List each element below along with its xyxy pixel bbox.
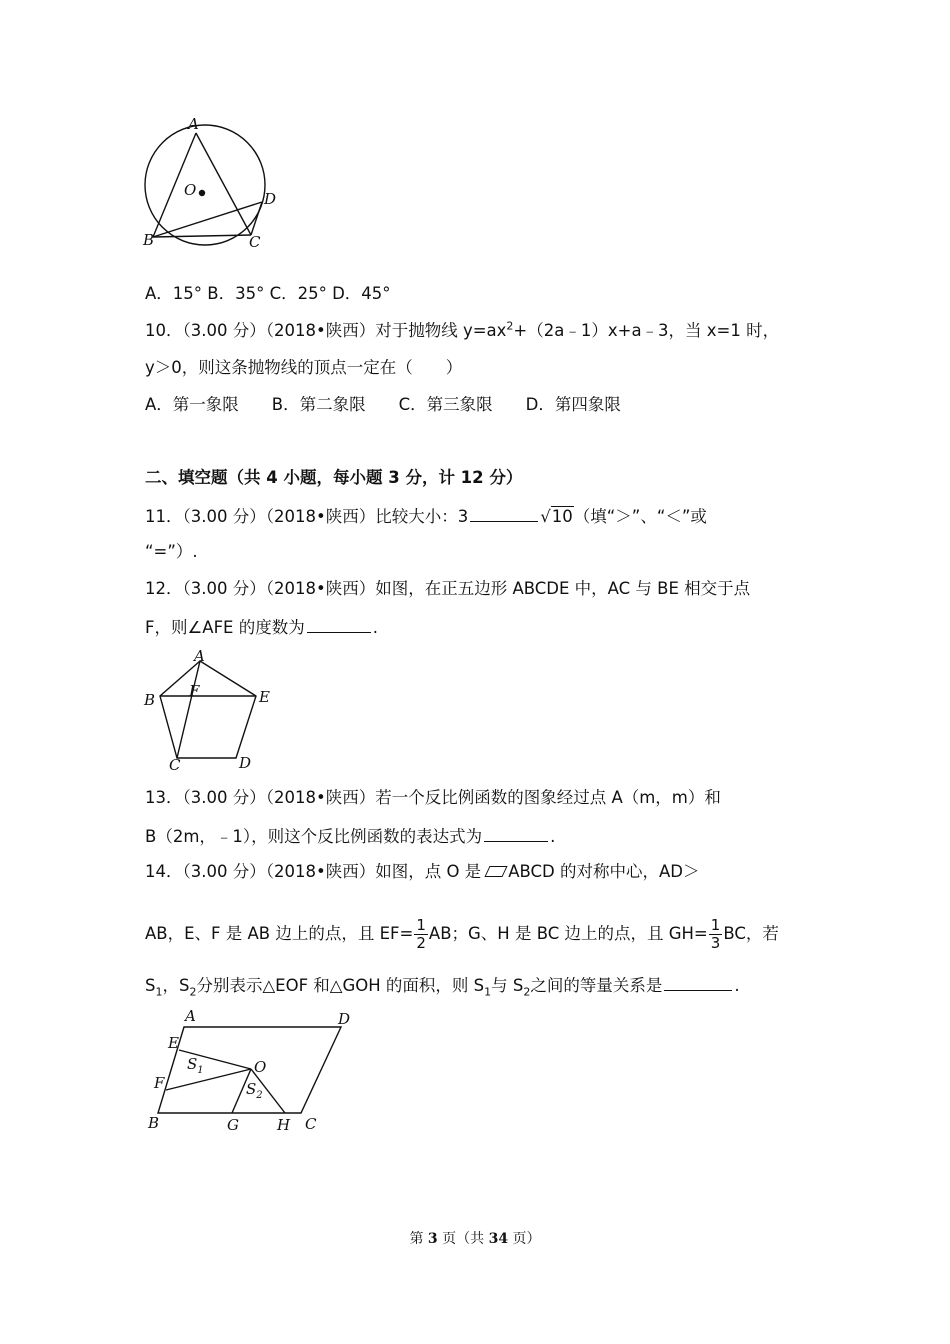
answer-blank [484, 824, 548, 842]
q14-line2 [145, 914, 779, 954]
fraction-numerator: 1 [710, 916, 721, 934]
figure-parallelogram [140, 1005, 370, 1140]
label-s1-subscript: 1 [197, 1065, 204, 1076]
subscript: 1 [155, 985, 163, 999]
q14-line3-a: S [145, 976, 156, 995]
label-a: A [188, 115, 199, 133]
label-d: D [264, 190, 277, 208]
q11-line2: “=”）. [145, 542, 198, 561]
segment-ac [196, 133, 251, 235]
pentagon-abcde [160, 661, 256, 758]
label-b: B [144, 691, 156, 709]
q10-prefix: 10．（3.00 分）（2018•陕西）对于抛物线 y=ax [145, 321, 507, 340]
segment-cd [251, 202, 262, 235]
q14-line3-f: . [734, 976, 740, 995]
q10-line1 [145, 320, 779, 342]
q12-line1: 12．（3.00 分）（2018•陕西）如图，在正五边形 ABCDE 中，AC 与 BE 相交于点 [145, 579, 751, 598]
segment-bd [153, 202, 262, 237]
footer-middle: 页（共 [437, 1231, 489, 1247]
label-f: F [154, 1074, 165, 1092]
subscript: 2 [523, 985, 531, 999]
q14-line2-a: AB，E、F 是 AB 边上的点，且 EF= [145, 924, 414, 943]
sqrt-expression: √10 [540, 507, 573, 526]
q11-suffix: （填“＞”、“＜”或 [573, 507, 707, 526]
q13-line2-suffix: . [550, 827, 556, 846]
label-b: B [148, 1114, 160, 1132]
q10-exponent: 2 [506, 319, 514, 333]
q14-line3 [145, 973, 740, 997]
q14-line3-e: 之间的等量关系是 [530, 976, 663, 995]
q13-line2-prefix: B（2m，﹣1），则这个反比例函数的表达式为 [145, 827, 483, 846]
section-title: 二、填空题（共 4 小题，每小题 3 分，计 12 分） [145, 468, 523, 487]
q10-choices: A．第一象限 B．第二象限 C．第三象限 D．第四象限 [145, 395, 621, 414]
subscript: 1 [484, 985, 492, 999]
q13-line2 [145, 824, 555, 848]
label-a: A [185, 1007, 196, 1025]
page-footer [0, 1228, 950, 1248]
label-e: E [259, 688, 270, 706]
q12-line2 [145, 615, 378, 639]
label-o: O [184, 181, 197, 199]
q14-line3-d: 与 S [491, 976, 524, 995]
label-f: F [189, 682, 200, 700]
q14-line2-c: BC，若 [723, 924, 779, 943]
q9-choices: A．15° B．35° C．25° D．45° [145, 284, 391, 303]
fraction-one-third [709, 917, 723, 952]
fraction-one-half [414, 917, 428, 952]
q14-line1-prefix: 14．（3.00 分）（2018•陕西）如图，点 O 是 [145, 862, 482, 881]
label-c: C [169, 756, 181, 774]
page-number: 3 [427, 1231, 438, 1247]
label-c: C [249, 233, 261, 251]
parallelogram-symbol [485, 866, 508, 877]
q11-prefix: 11．（3.00 分）（2018•陕西）比较大小：3 [145, 507, 469, 526]
q13-line1: 13．（3.00 分）（2018•陕西）若一个反比例函数的图象经过点 A（m，m）和 [145, 788, 721, 807]
label-o: O [254, 1058, 267, 1076]
label-d: D [239, 754, 252, 772]
diagonal-ac [177, 661, 200, 758]
q14-line3-c: 分别表示△EOF 和△GOH 的面积，则 S [196, 976, 485, 995]
label-b: B [143, 231, 155, 249]
label-s2: $S_2$ [246, 1080, 263, 1101]
fraction-numerator: 1 [416, 916, 426, 934]
q14-line1 [145, 861, 699, 883]
segment-fo [166, 1069, 251, 1090]
label-a: A [194, 647, 205, 665]
label-g: G [227, 1116, 239, 1134]
footer-prefix: 第 [409, 1231, 428, 1247]
center-point [199, 190, 205, 196]
figure-circle [130, 115, 290, 255]
q14-line3-b: ，S [162, 976, 190, 995]
label-s1: $S_1$ [187, 1055, 204, 1076]
page-total: 34 [488, 1231, 509, 1247]
label-d: D [338, 1010, 351, 1028]
q10-line2: y＞0，则这条抛物线的顶点一定在（ ） [145, 358, 463, 377]
label-e: E [168, 1034, 179, 1052]
figure-pentagon [140, 648, 280, 773]
label-c: C [305, 1115, 317, 1133]
fraction-denominator: 2 [416, 934, 426, 952]
label-h: H [277, 1116, 291, 1134]
answer-blank [470, 504, 538, 522]
q11-line1 [145, 504, 707, 528]
answer-blank [664, 973, 732, 991]
label-s2-subscript: 2 [256, 1090, 263, 1101]
q10-rest: +（2a﹣1）x+a﹣3，当 x=1 时， [513, 321, 780, 340]
q12-line2-suffix: . [372, 618, 378, 637]
radicand: 10 [551, 507, 573, 526]
q14-line1-suffix: ABCD 的对称中心，AD＞ [508, 862, 700, 881]
fraction-denominator: 3 [710, 934, 721, 952]
q14-line2-b: AB；G、H 是 BC 边上的点，且 GH= [428, 924, 708, 943]
subscript: 2 [189, 985, 197, 999]
answer-blank [307, 615, 371, 633]
q12-line2-prefix: F，则∠AFE 的度数为 [145, 618, 305, 637]
footer-suffix: 页） [508, 1231, 541, 1247]
